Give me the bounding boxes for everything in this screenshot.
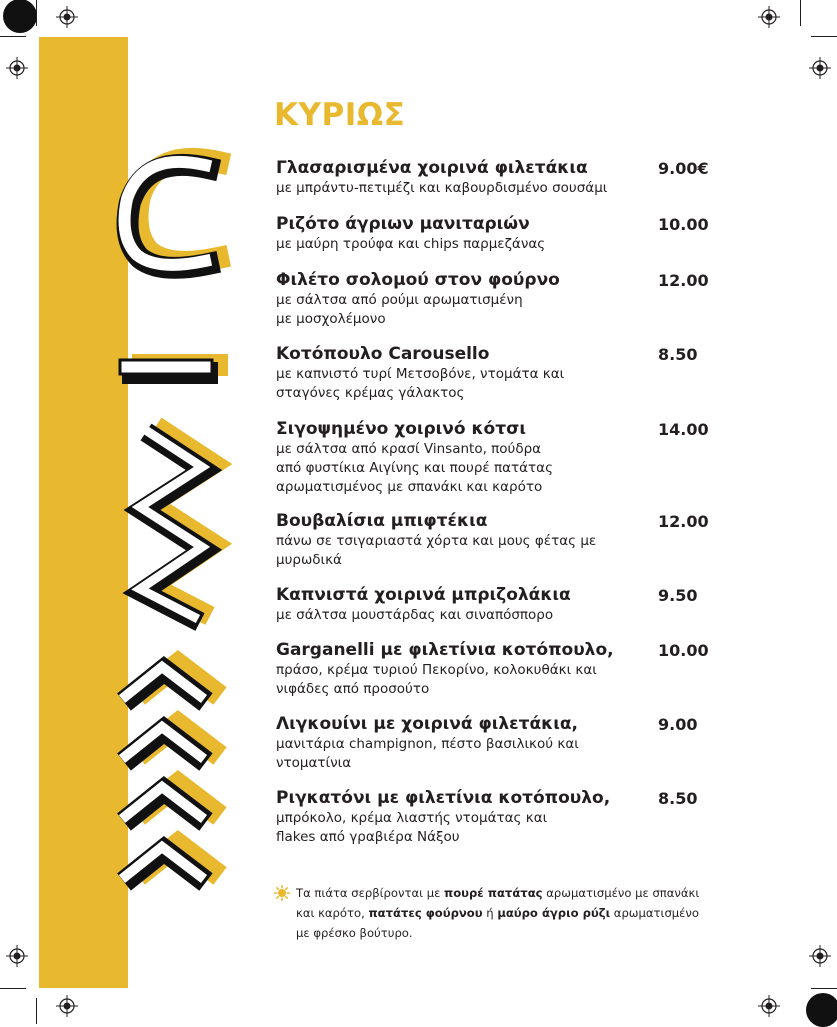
registration-mark-icon — [6, 945, 28, 967]
dish-price: 9.00€ — [658, 159, 709, 178]
registration-mark-icon — [758, 995, 780, 1017]
dish-name: Ριζότο άγριων μανιταριών — [276, 214, 530, 234]
dish-name: Ριγκατόνι με φιλετίνια κοτόπουλο, — [276, 788, 611, 808]
serving-note — [274, 883, 704, 943]
dish-name: Λιγκουίνι με χοιρινά φιλετάκια, — [276, 714, 578, 734]
dish-name: Κοτόπουλο Carousello — [276, 344, 490, 364]
decorative-lettering — [100, 140, 240, 900]
dish-name: Καπνιστά χοιρινά μπριζολάκια — [276, 585, 571, 605]
menu-item — [276, 214, 709, 254]
corner-dot-top-left — [3, 0, 37, 33]
crop-mark — [36, 0, 37, 26]
dish-description: πράσο, κρέμα τυριού Πεκορίνο, κολοκυθάκι και νιφάδες από προσούτο — [276, 662, 597, 697]
dish-price: 12.00 — [658, 512, 709, 531]
dish-price: 9.00 — [658, 715, 698, 734]
side-mashed-potatoes: πουρέ πατάτας — [444, 886, 543, 900]
section-heading: ΚΥΡΙΩΣ — [274, 97, 406, 133]
dish-description: με σάλτσα μουστάρδας και σιναπόσπορο — [276, 607, 554, 623]
registration-mark-icon — [56, 6, 78, 28]
dish-description: με σάλτσα από κρασί Vinsanto, πούδρα από φυστίκια Αιγίνης και πουρέ πατάτας αρωματισμένος με σπανάκι και καρότο — [276, 441, 554, 495]
dish-description: μπρόκολο, κρέμα λιαστής ντομάτας και flakes από γραβιέρα Νάξου — [276, 810, 548, 845]
crop-mark — [36, 998, 37, 1024]
letter-c-art — [125, 159, 218, 268]
chevron-art — [122, 664, 220, 882]
dish-name: Βουβαλίσια μπιφτέκια — [276, 511, 488, 531]
side-oven-potatoes: πατάτες φούρνου — [368, 906, 483, 920]
dish-price: 8.50 — [658, 345, 698, 364]
dish-price: 10.00 — [658, 641, 709, 660]
sun-icon — [274, 885, 290, 901]
dish-name: Γλασαρισμένα χοιρινά φιλετάκια — [276, 158, 588, 178]
dish-price: 10.00 — [658, 215, 709, 234]
menu-item — [276, 511, 709, 570]
corner-dot-bottom-right — [806, 993, 837, 1027]
zigzag-art — [140, 426, 214, 622]
crop-mark — [800, 0, 801, 26]
side-wild-rice: μαύρο άγριο ρύζι — [497, 906, 611, 920]
dish-price: 9.50 — [658, 586, 698, 605]
letter-i-art — [120, 354, 228, 384]
menu-item — [276, 344, 698, 403]
dish-name: Φιλέτο σολομού στον φούρνο — [276, 270, 560, 290]
registration-mark-icon — [6, 57, 28, 79]
dish-name: Garganelli με φιλετίνια κοτόπουλο, — [276, 640, 614, 660]
crop-mark — [811, 36, 837, 37]
dish-description: με μπράντυ-πετιμέζι και καβουρδισμένο σουσάμι — [276, 180, 608, 196]
dish-description: με σάλτσα από ρούμι αρωματισμένη με μοσχολέμονο — [276, 292, 523, 327]
dish-description: πάνω σε τσιγαριαστά χόρτα και μους φέτας με μυρωδικά — [276, 533, 597, 568]
serving-note-text: Τα πιάτα σερβίρονται με πουρέ πατάτας αρωματισμένο με σπανάκι και καρότο, πατάτες φούρνου ή μαύρο άγριο ρύζι αρωματισμένο με φρέσκο βούτυρο. — [296, 886, 700, 940]
dish-name: Σιγοψημένο χοιρινό κότσι — [276, 419, 526, 439]
dish-description: με καπνιστό τυρί Μετσοβόνε, ντομάτα και σταγόνες κρέμας γάλακτος — [276, 366, 565, 401]
menu-item — [276, 640, 709, 699]
menu-item — [276, 419, 709, 497]
registration-mark-icon — [809, 945, 831, 967]
menu-item — [276, 714, 698, 773]
dish-price: 14.00 — [658, 420, 709, 439]
crop-mark — [0, 36, 26, 37]
registration-mark-icon — [56, 995, 78, 1017]
menu-item — [276, 788, 698, 847]
dish-price: 12.00 — [658, 271, 709, 290]
menu-item — [276, 270, 709, 329]
registration-mark-icon — [809, 57, 831, 79]
dish-description: μανιτάρια champignon, πέστο βασιλικού και ντοματίνια — [276, 736, 579, 771]
registration-mark-icon — [758, 6, 780, 28]
dish-price: 8.50 — [658, 789, 698, 808]
menu-item — [276, 158, 709, 198]
menu-item — [276, 585, 698, 625]
dish-description: με μαύρη τρούφα και chips παρμεζάνας — [276, 236, 546, 252]
crop-mark — [811, 988, 837, 989]
crop-mark — [0, 988, 26, 989]
